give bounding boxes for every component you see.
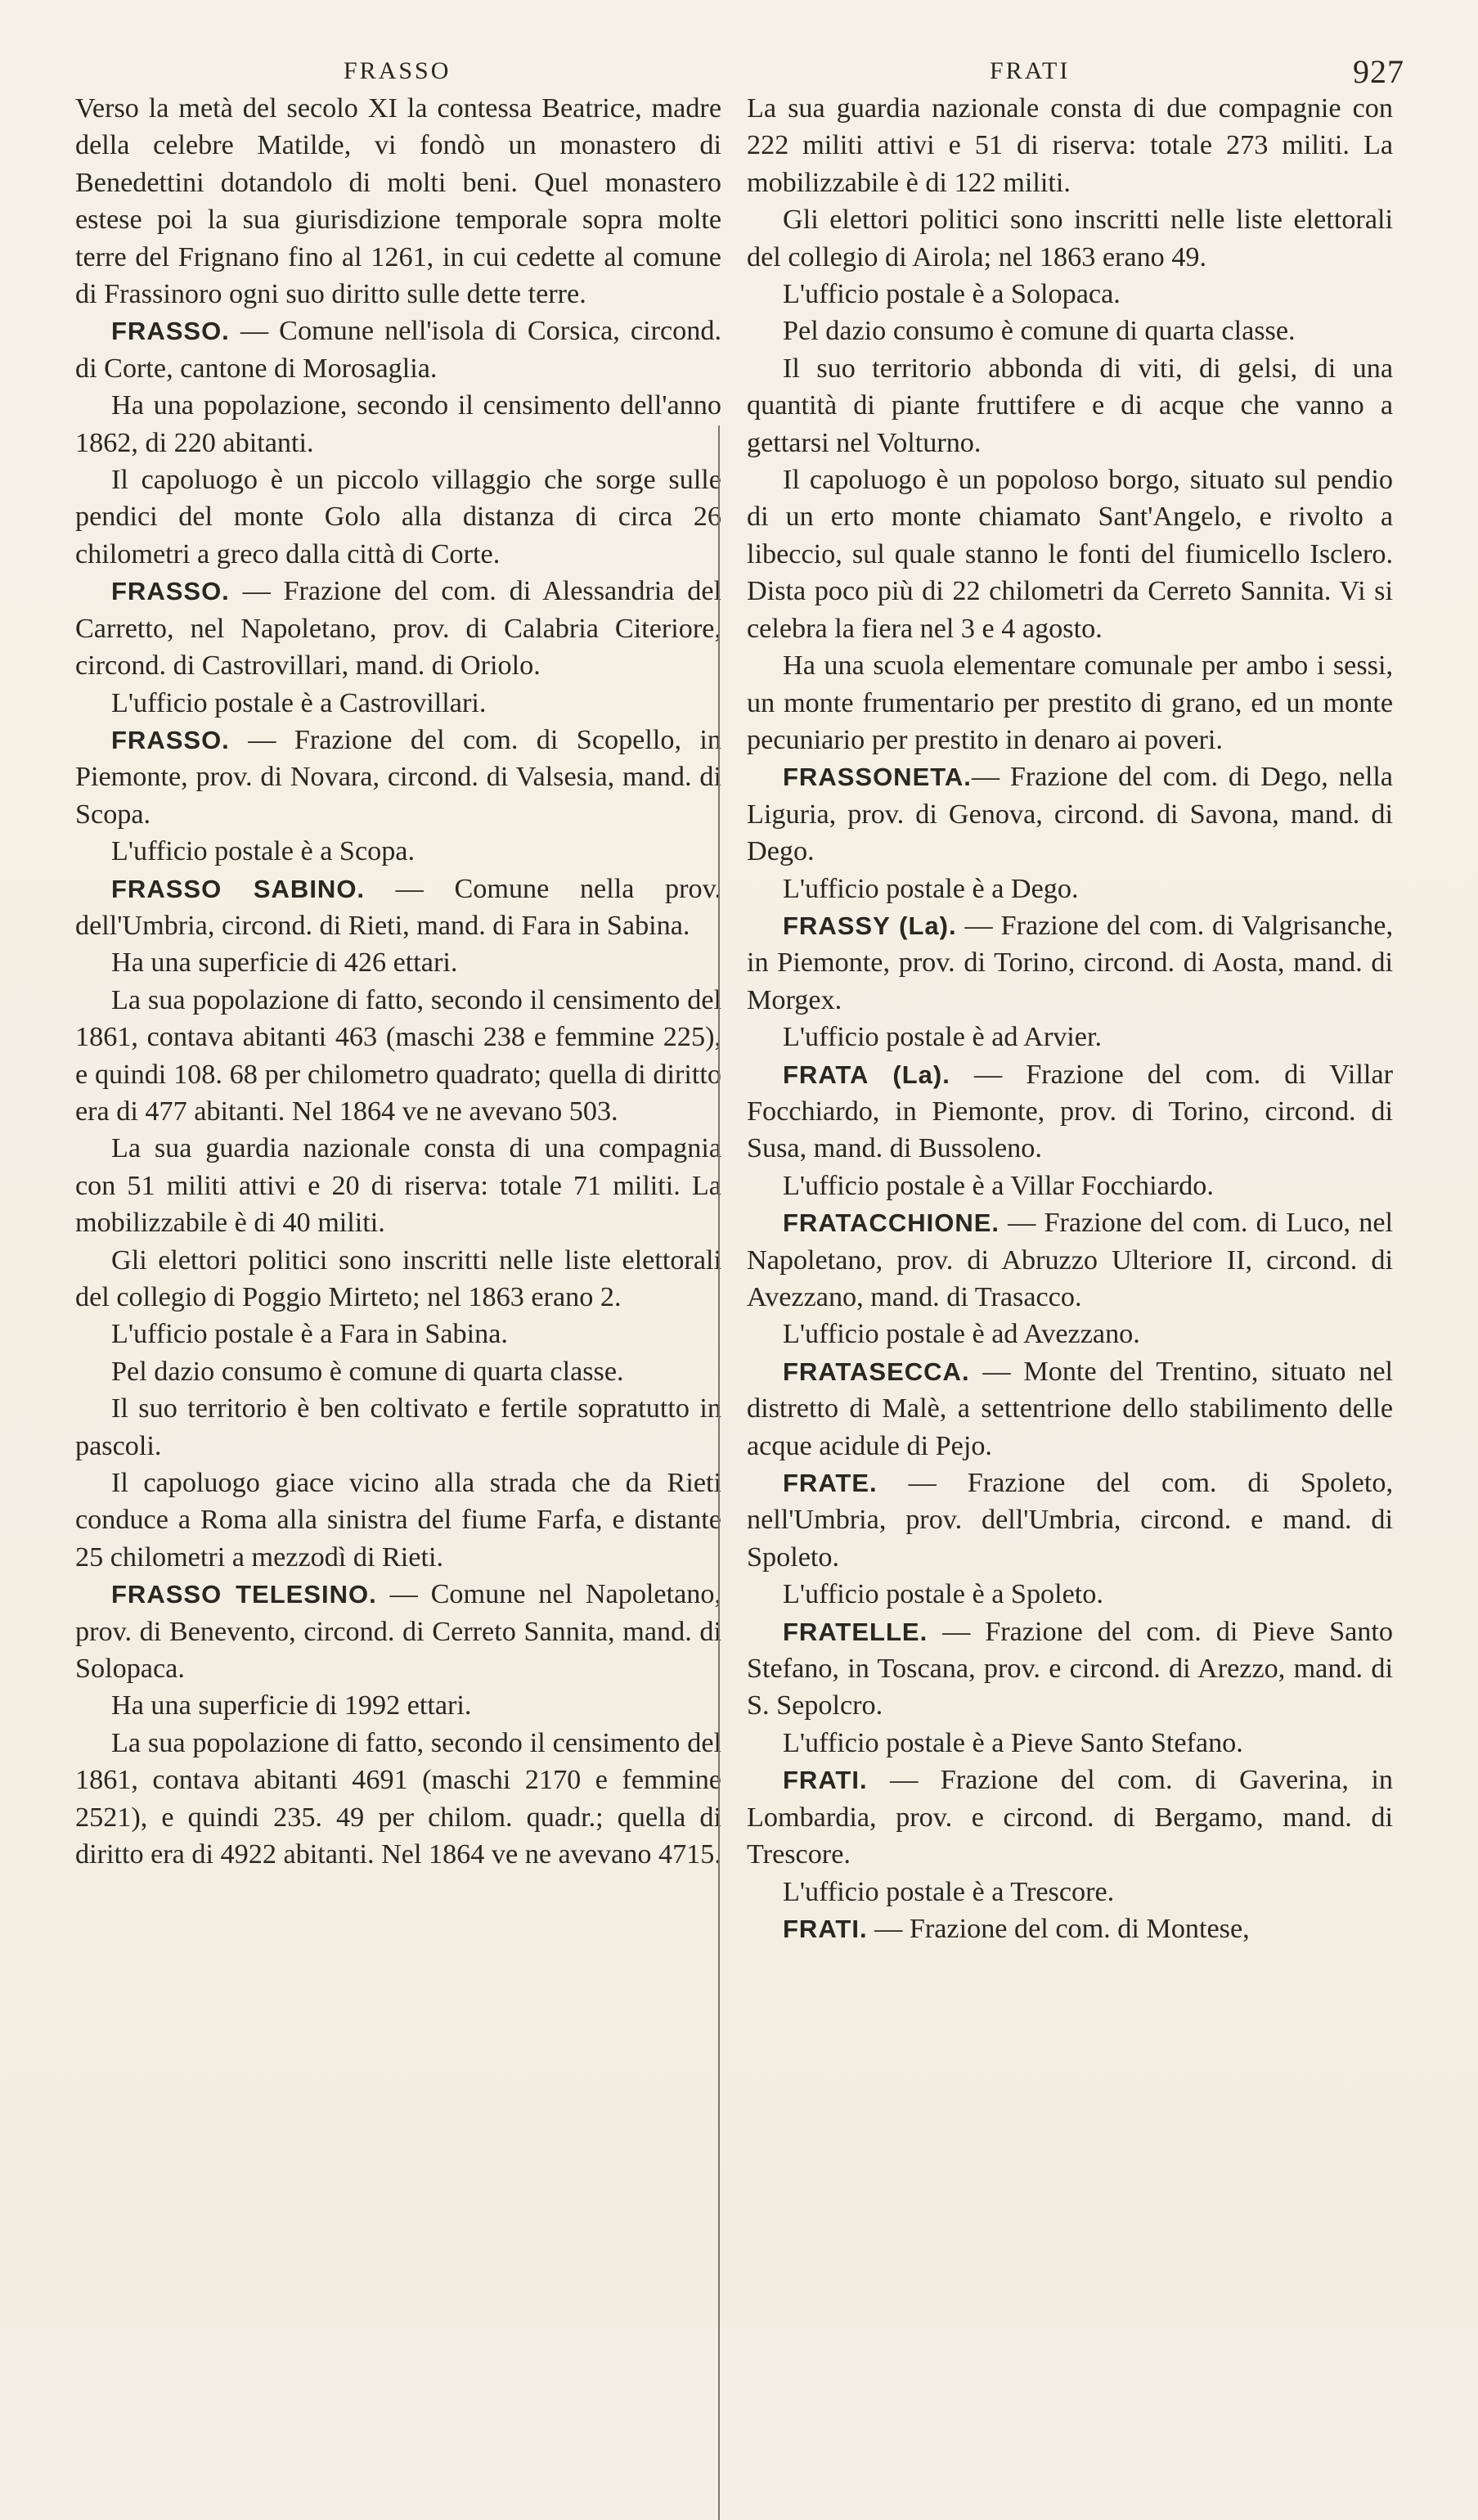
entry-text: La sua popolazione di fatto, secondo il censimento del 1861, contava abitanti 4691 (maschi 2170 e femmine 2521), e quindi 235. 49 per chilom. quadr.; quella di diritto era di 4922 abitanti. Nel 1864 ve ne avevano 4715. [75,1727,721,1870]
right-running-head: FRATI [990,57,1071,84]
entry-text: Il capoluogo è un piccolo villaggio che sorge sulle pendici del monte Golo alla distanza di circa 26 chilometri a greco dalla città di Corte. [75,465,721,569]
entry-headword: FRATELLE. [783,1617,928,1646]
page-number: 927 [1353,53,1404,90]
entry-text: Il capoluogo giace vicino alla strada che da Rieti conduce a Roma alla sinistra del fiume Farfa, e distante 25 chilometri a mezzodì di Rieti. [75,1468,721,1573]
entry-text: L'ufficio postale è a Castrovillari. [111,687,487,718]
dictionary-entry [75,1576,721,1687]
entry-text: L'ufficio postale è a Solopaca. [783,279,1121,310]
entry-paragraph [75,833,721,870]
entry-text: — Frazione del com. di Scopello, in Piemonte, prov. di Novara, circond. di Valsesia, mand. di Scopa. [75,724,721,830]
entry-headword: FRATACCHIONE. [783,1208,1000,1238]
entry-text: L'ufficio postale è ad Avezzano. [783,1319,1140,1350]
entry-text: Pel dazio consumo è comune di quarta classe. [111,1356,624,1387]
column-divider [718,425,720,2520]
entry-text: — Monte del Trentino, situato nel distretto di Malè, a settentrione dello stabilimento delle acque acidule di Pejo. [747,1356,1393,1461]
entry-headword: FRASSO. [111,725,230,754]
entry-paragraph [75,1725,721,1874]
entry-headword: FRASSO. [111,577,230,606]
entry-paragraph [75,1390,721,1465]
entry-headword: FRASSO SABINO. [111,874,366,903]
entry-paragraph [75,90,721,313]
entry-text: — Frazione del com. di Montese, [867,1913,1250,1944]
entry-text: — Comune nell'isola di Corsica, circond. di Corte, cantone di Morosaglia. [75,316,721,384]
entry-paragraph [75,685,721,722]
entry-paragraph [747,1168,1393,1204]
entry-headword: FRASSO TELESINO. [111,1580,377,1609]
entry-text: L'ufficio postale è a Pieve Santo Stefano. [783,1727,1243,1758]
entry-text: Pel dazio consumo è comune di quarta classe. [783,316,1296,347]
entry-headword: FRASSONETA. [783,763,972,792]
entry-text: — Frazione del com. di Villar Focchiardo, in Piemonte, prov. di Torino, circond. di Susa, mand. di Bussoleno. [747,1059,1393,1164]
entry-paragraph [75,944,721,981]
entry-text: Ha una superficie di 1992 ettari. [111,1690,472,1721]
entry-paragraph [747,1019,1393,1055]
entry-text: Ha una scuola elementare comunale per ambo i sessi, un monte frumentario per prestito di grano, ed un monte pecuniario per prestito in denaro ai poveri. [747,650,1393,755]
entry-paragraph [75,1353,721,1390]
entry-text: La sua guardia nazionale consta di una compagnia con 51 militi attivi e 20 di riserva: totale 71 militi. La mobilizzabile è di 40 militi. [75,1133,721,1239]
dictionary-entry [747,1204,1393,1316]
dictionary-entry [75,722,721,833]
entry-paragraph [747,1874,1393,1910]
entry-text: Ha una superficie di 426 ettari. [111,947,458,979]
entry-text: — Frazione del com. di Alessandria del Carretto, nel Napoletano, prov. di Calabria Citeriore, circond. di Castrovillari, mand. di Oriolo. [75,576,721,682]
entry-headword: FRATI. [783,1914,868,1943]
entry-text: L'ufficio postale è a Trescore. [783,1876,1115,1907]
dictionary-entry [75,573,721,684]
entry-paragraph [75,461,721,573]
entry-text: La sua popolazione di fatto, secondo il censimento del 1861, contava abitanti 463 (maschi 238 e femmine 225), e quindi 108. 68 per chilometro quadrato; quella di diritto era di 477 abitanti. Nel 1864 ve ne avevano 503. [75,984,721,1127]
entry-headword: FRASSY (La). [783,911,957,940]
entry-paragraph [747,1576,1393,1613]
entry-text: L'ufficio postale è ad Arvier. [783,1022,1103,1053]
dictionary-entry [75,871,721,945]
entry-text: L'ufficio postale è a Fara in Sabina. [111,1319,508,1350]
entry-headword: FRATA (La). [783,1060,950,1089]
entry-paragraph [75,1687,721,1724]
entry-text: La sua guardia nazionale consta di due compagnie con 222 militi attivi e 51 di riserva: totale 273 militi. La mobilizzabile è di 122 militi. [747,93,1393,198]
entry-paragraph [747,313,1393,349]
dictionary-entry [747,758,1393,870]
entry-paragraph [747,647,1393,758]
entry-paragraph [747,201,1393,276]
entry-text: — Frazione del com. di Luco, nel Napoletano, prov. di Abruzzo Ulteriore II, circond. di Avezzano, mand. di Trasacco. [747,1208,1393,1312]
entry-text: Il suo territorio abbonda di viti, di gelsi, di una quantità di piante fruttifere e di acque che vanno a gettarsi nel Volturno. [747,353,1393,458]
dictionary-entry [747,1056,1393,1168]
entry-text: — Frazione del com. di Pieve Santo Stefano, in Toscana, prov. e circond. di Arezzo, mand. di S. Sepolcro. [747,1616,1393,1721]
dictionary-entry [747,1910,1393,1947]
entry-text: — Frazione del com. di Spoleto, nell'Umbria, prov. dell'Umbria, circond. e mand. di Spoleto. [747,1468,1393,1573]
entry-text: Gli elettori politici sono inscritti nelle liste elettorali del collegio di Airola; nel 1863 erano 49. [747,205,1393,272]
entry-text: Il suo territorio è ben coltivato e fertile sopratutto in pascoli. [75,1393,721,1461]
entry-paragraph [75,982,721,1131]
entry-text: Ha una popolazione, secondo il censimento dell'anno 1862, di 220 abitanti. [75,390,721,458]
dictionary-entry [75,313,721,387]
entry-paragraph [747,1316,1393,1352]
dictionary-entry [747,907,1393,1019]
entry-headword: FRATASECCA. [783,1357,970,1386]
entry-paragraph [747,1725,1393,1762]
entry-text: — Comune nel Napoletano, prov. di Benevento, circond. di Cerreto Sannita, mand. di Solopaca. [75,1579,722,1685]
entry-text: — Comune nella prov. dell'Umbria, circond. di Rieti, mand. di Fara in Sabina. [75,873,722,941]
entry-text: — Frazione del com. di Gaverina, in Lombardia, prov. e circond. di Bergamo, mand. di Trescore. [747,1765,1393,1870]
entry-paragraph [75,1316,721,1352]
entry-paragraph [747,871,1393,907]
dictionary-entry [747,1353,1393,1465]
entry-text: L'ufficio postale è a Dego. [783,873,1079,904]
entry-headword: FRATI. [783,1766,868,1795]
entry-paragraph [747,90,1393,201]
entry-paragraph [747,461,1393,647]
left-column [75,90,721,1874]
entry-paragraph [747,276,1393,313]
left-running-head: FRASSO [344,57,451,84]
dictionary-entry [747,1465,1393,1576]
entry-text: — Frazione del com. di Dego, nella Liguria, prov. di Genova, circond. di Savona, mand. di Dego. [747,762,1393,867]
entry-text: L'ufficio postale è a Scopa. [111,836,416,867]
entry-paragraph [75,1242,721,1316]
entry-text: — Frazione del com. di Valgrisanche, in Piemonte, prov. di Torino, circond. di Aosta, mand. di Morgex. [747,910,1393,1015]
entry-text: Gli elettori politici sono inscritti nelle liste elettorali del collegio di Poggio Mirteto; nel 1863 erano 2. [75,1244,721,1312]
entry-text: L'ufficio postale è a Spoleto. [783,1579,1103,1610]
entry-text: L'ufficio postale è a Villar Focchiardo. [783,1170,1214,1201]
entry-headword: FRATE. [783,1469,878,1498]
entry-paragraph [747,350,1393,461]
entry-paragraph [75,387,721,461]
dictionary-entry [747,1613,1393,1725]
right-column [747,90,1393,1947]
entry-text: Il capoluogo è un popoloso borgo, situato sul pendio di un erto monte chiamato Sant'Angelo, e rivolto a libeccio, sul quale stanno le fonti del fiumicello Isclero. Dista poco più di 22 chilometri da Cerreto Sannita. Vi si celebra la fiera nel 3 e 4 agosto. [747,465,1393,644]
entry-text: Verso la metà del secolo XI la contessa Beatrice, madre della celebre Matilde, vi fondò un monastero di Benedettini dotandolo di molti beni. Quel monastero estese poi la sua giurisdizione temporale sopra molte terre del Frignano fino al 1261, in cui cedette al comune di Frassinoro ogni suo diritto sulle dette terre. [75,93,721,310]
entry-paragraph [75,1130,721,1241]
entry-headword: FRASSO. [111,317,230,346]
entry-paragraph [75,1465,721,1576]
dictionary-entry [747,1762,1393,1873]
